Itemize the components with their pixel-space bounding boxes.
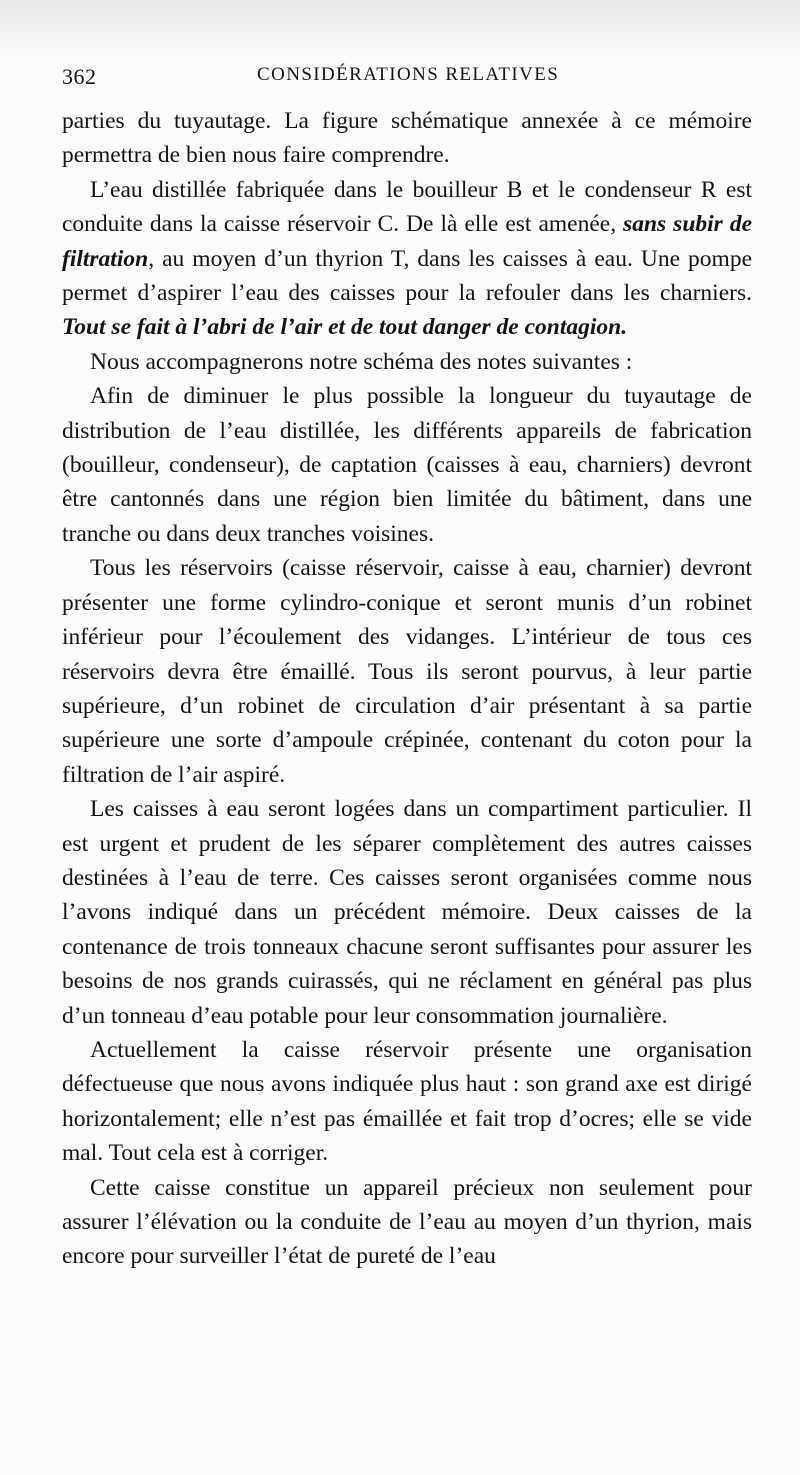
paragraph-2-run-1: L’eau distillée fabriquée dans le bouilleur B et le condenseur R est conduite dans la caisse réservoir C. De là elle est amenée, — [62, 176, 752, 238]
paragraph-1: parties du tuyautage. La figure schématique annexée à ce mémoire permettra de bien nous faire comprendre. — [62, 108, 752, 169]
scan-shadow — [0, 0, 800, 60]
paragraph-2-run-3: , au moyen d’un thyrion T, dans les caisses à eau. Une pompe permet d’aspirer l’eau des caisses pour la refouler dans les charniers. — [62, 245, 752, 307]
paragraph-7: Actuellement la caisse réservoir présente une organisation défectueuse que nous avons indiquée plus haut : son grand axe est dirigé horizontalement; elle n’est pas émaillée et fait trop d’ocres; elle se vide mal. Tout cela est à corriger. — [62, 1036, 752, 1167]
paragraph-2 — [62, 173, 752, 345]
running-title: CONSIDÉRATIONS RELATIVES — [257, 64, 560, 85]
paragraph-6: Les caisses à eau seront logées dans un compartiment particulier. Il est urgent et prudent de les séparer complètement des autres caisses destinées à l’eau de terre. Ces caisses seront organisées comme nous l’avons indiqué dans un précédent mémoire. Deux caisses de la contenance de trois tonneaux chacune seront suffisantes pour assurer les besoins de nos grands cuirassés, qui ne réclament en général pas plus d’un tonneau d’eau potable pour leur consommation journalière. — [62, 796, 752, 1029]
paragraph-8: Cette caisse constitue un appareil précieux non seulement pour assurer l’élévation ou la conduite de l’eau au moyen d’un thyrion, mais encore pour surveiller l’état de pureté de l’eau — [62, 1174, 752, 1270]
body-text — [62, 104, 752, 1274]
paragraph-4: Afin de diminuer le plus possible la longueur du tuyautage de distribution de l’eau distillée, les différents appareils de fabrication (bouilleur, condenseur), de captation (caisses à eau, charniers) devront être cantonnés dans une région bien limitée du bâtiment, dans une tranche ou dans deux tranches voisines. — [62, 383, 752, 547]
italic-phrase-contagion: Tout se fait à l’abri de l’air et de tout danger de contagion. — [62, 314, 628, 341]
italic-phrase-filtration: sans subir de filtration — [62, 211, 752, 272]
running-head — [62, 62, 762, 96]
page-number: 362 — [62, 64, 97, 89]
paragraph-3: Nous accompagnerons notre schéma des notes suivantes : — [90, 348, 633, 375]
paragraph-5: Tous les réservoirs (caisse réservoir, caisse à eau, charnier) devront présenter une forme cylindro-conique et seront munis d’un robinet inférieur pour l’écoulement des vidanges. L’intérieur de tous ces réservoirs devra être émaillé. Tous ils seront pourvus, à leur partie supérieure, d’un robinet de circulation d’air présentant à sa partie supérieure une sorte d’ampoule crépinée, contenant du coton pour la filtration de l’air aspiré. — [62, 555, 752, 788]
